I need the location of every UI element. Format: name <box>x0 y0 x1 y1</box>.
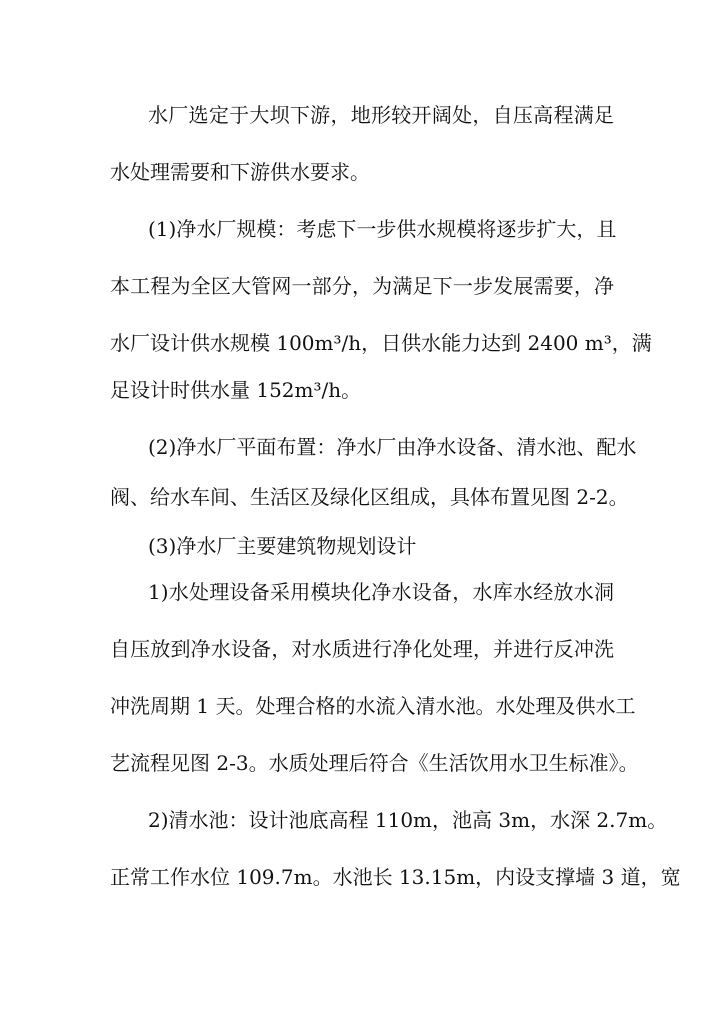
paragraph-line: 足设计时供水量 152m³/h。 <box>110 378 362 402</box>
paragraph-line: 自压放到净水设备，对水质进行净化处理，并进行反冲洗 <box>110 637 614 661</box>
paragraph-line: 本工程为全区大管网一部分，为满足下一步发展需要，净 <box>110 274 614 298</box>
paragraph-line: (2)净水厂平面布置：净水厂由净水设备、清水池、配水 <box>148 435 637 459</box>
paragraph-line: (3)净水厂主要建筑物规划设计 <box>148 534 417 558</box>
paragraph-line: 阀、给水车间、生活区及绿化区组成，具体布置见图 2-2。 <box>110 485 629 509</box>
paragraph-line: 水厂选定于大坝下游，地形较开阔处，自压高程满足 <box>148 103 614 127</box>
paragraph-line: 1)水处理设备采用模块化净水设备，水库水经放水洞 <box>148 580 614 604</box>
paragraph-line: 2)清水池：设计池底高程 110m，池高 3m，水深 2.7m。 <box>148 808 668 832</box>
paragraph-line: 冲洗周期 1 天。处理合格的水流入清水池。水处理及供水工 <box>110 694 636 718</box>
paragraph-line: 正常工作水位 109.7m。水池长 13.15m，内设支撑墙 3 道，宽 <box>110 865 681 889</box>
paragraph-line: 艺流程见图 2-3。水质处理后符合《生活饮用水卫生标准》。 <box>110 751 639 775</box>
paragraph-line: (1)净水厂规模：考虑下一步供水规模将逐步扩大，且 <box>148 217 617 241</box>
paragraph-line: 水厂设计供水规模 100m³/h，日供水能力达到 2400 m³，满 <box>110 331 652 355</box>
paragraph-line: 水处理需要和下游供水要求。 <box>110 160 370 184</box>
